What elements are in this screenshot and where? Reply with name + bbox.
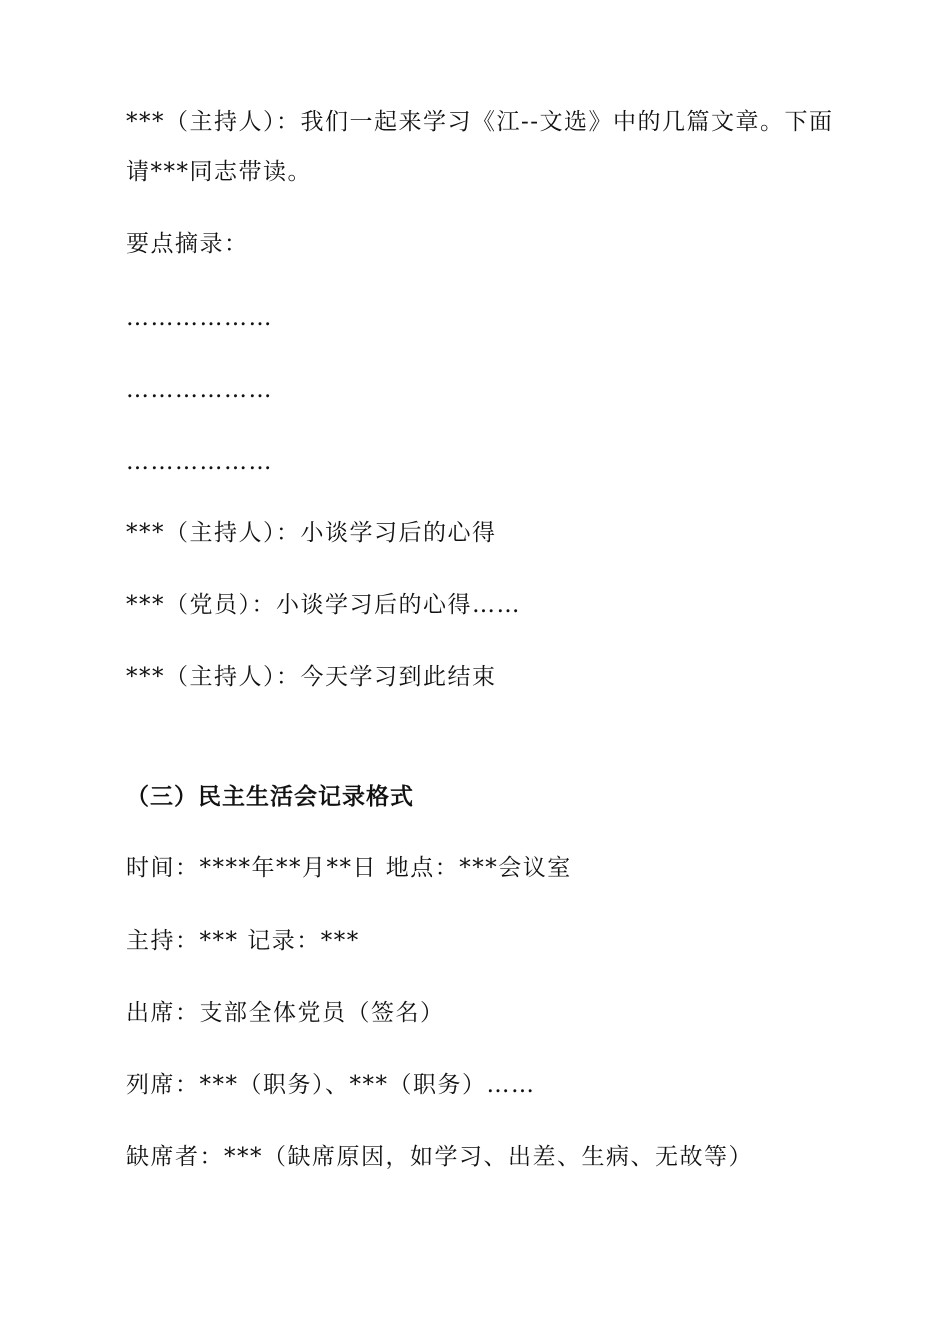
member-remark-line: ***（党员）：小谈学习后的心得…… bbox=[126, 592, 521, 618]
meeting-absentees: 缺席者：***（缺席原因，如学习、出差、生病、无故等） bbox=[126, 1144, 753, 1170]
meeting-attendees: 出席：支部全体党员（签名） bbox=[126, 1000, 445, 1026]
host-remark-line: ***（主持人）：小谈学习后的心得 bbox=[126, 520, 497, 546]
section-heading: （三）民主生活会记录格式 bbox=[126, 783, 414, 810]
closing-line: ***（主持人）：今天学习到此结束 bbox=[126, 664, 497, 690]
excerpt-label: 要点摘录： bbox=[126, 231, 249, 257]
ellipsis-line-1: ……………… bbox=[126, 305, 273, 331]
meeting-time-place: 时间：****年**月**日 地点：***会议室 bbox=[126, 855, 572, 881]
ellipsis-line-3: ……………… bbox=[126, 449, 273, 475]
ellipsis-line-2: ……………… bbox=[126, 377, 273, 403]
meeting-host-recorder: 主持：*** 记录：*** bbox=[126, 928, 360, 954]
meeting-observers: 列席：***（职务）、***（职务）…… bbox=[126, 1072, 536, 1098]
intro-paragraph-line-2: 请***同志带读。 bbox=[126, 159, 312, 185]
intro-paragraph-line-1: ***（主持人）：我们一起来学习《江--文选》中的几篇文章。下面 bbox=[126, 109, 834, 135]
